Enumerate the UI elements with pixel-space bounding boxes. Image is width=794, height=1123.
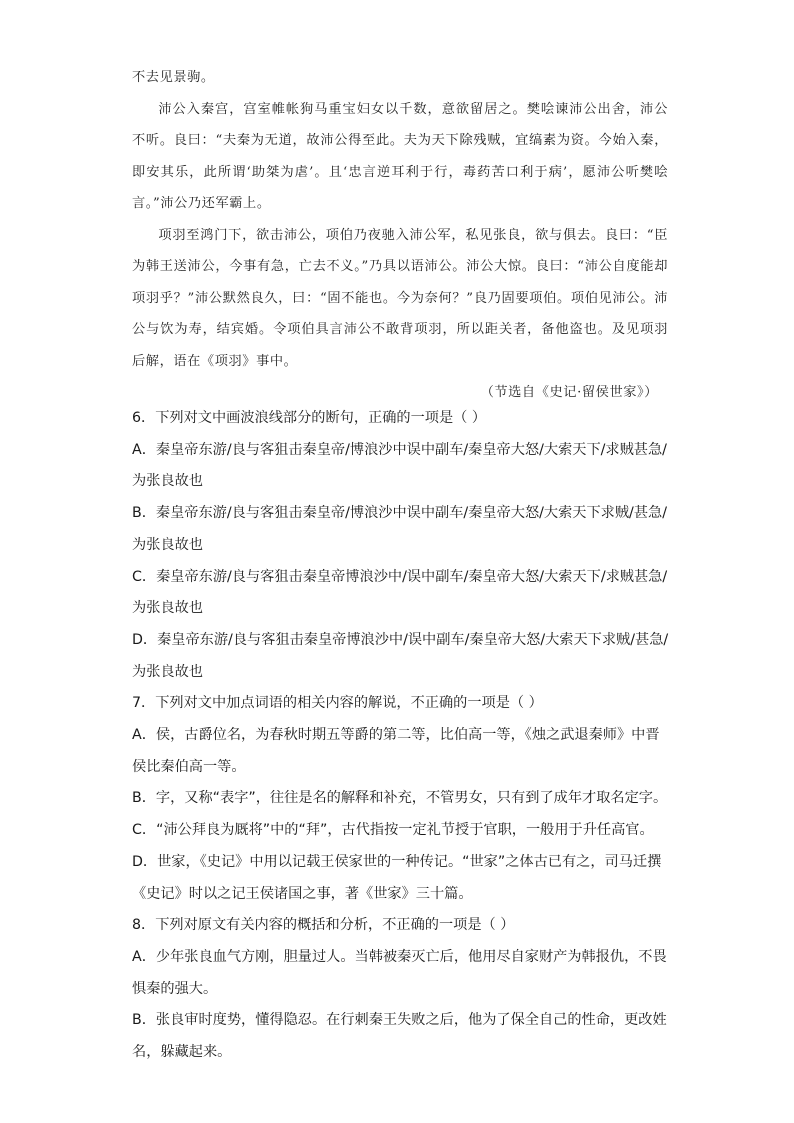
question-6-option-c-cont: 为张良故也	[132, 600, 203, 617]
question-8-option-a-cont: 惧秦的强大。	[132, 980, 218, 997]
question-6-option-b-cont: 为张良故也	[132, 536, 203, 553]
question-6-option-c: C．秦皇帝东游/良与客狙击秦皇帝博浪沙中/误中副车/秦皇帝大怒/大索天下/求贼甚急/	[132, 568, 668, 585]
question-6-option-d-cont: 为张良故也	[132, 663, 203, 680]
question-8-stem: 8．下列对原文有关内容的概括和分析，不正确的一项是（ ）	[132, 917, 515, 934]
passage-lead-line: 不去见景驹。	[132, 70, 215, 85]
question-7	[132, 688, 668, 910]
question-7-option-c: C．“沛公拜良为厩将”中的“拜”，古代指按一定礼节授于官职，一般用于升任高官。	[132, 822, 654, 839]
question-6-stem: 6．下列对文中画波浪线部分的断句，正确的一项是（ ）	[132, 410, 487, 426]
question-8-option-b-cont: 名，躲藏起来。	[132, 1044, 232, 1061]
question-8	[132, 910, 668, 1069]
question-7-option-a-cont: 侯比秦伯高一等。	[132, 758, 246, 775]
classical-passage	[132, 62, 668, 409]
question-6-option-a: A．秦皇帝东游/良与客狙击秦皇帝/博浪沙中误中副车/秦皇帝大怒/大索天下/求贼甚急/	[132, 441, 667, 458]
question-7-stem: 7．下列对文中加点词语的相关内容的解说，不正确的一项是（ ）	[132, 695, 543, 712]
question-8-option-a: A．少年张良血气方刚，胆量过人。当韩被秦灭亡后，他用尽自家财产为韩报仇，不畏	[132, 948, 667, 965]
question-7-option-d-cont: 《史记》时以之记王侯诸国之事，著《世家》三十篇。	[132, 885, 473, 902]
passage-source-citation: （节选自《史记·留侯世家》）	[480, 385, 658, 400]
passage-paragraph-2: 项羽至鸿门下，欲击沛公，项伯乃夜驰入沛公军，私见张良，欲与俱去。良曰：“臣为韩王送沛公，今事有急，亡去不义。”乃具以语沛公。沛公大惊。良曰：“沛公自度能却项羽乎？”沛公默然良久，曰：“固不能也。今为奈何？”良乃固要项伯。项伯见沛公。沛公与饮为寿，结宾婚。令项伯具言沛公不敢背项羽，所以距关者，备他盗也。及见项羽后解，语在《项羽》事中。	[132, 227, 668, 369]
question-7-option-d: D．世家，《史记》中用以记载王侯家世的一种传记。“世家”之体古已有之，司马迁撰	[132, 853, 662, 870]
question-6-option-b: B．秦皇帝东游/良与客狙击秦皇帝/博浪沙中误中副车/秦皇帝大怒/大索天下求贼/甚急/	[132, 505, 667, 522]
question-6-option-d: D．秦皇帝东游/良与客狙击秦皇帝博浪沙中/误中副车/秦皇帝大怒/大索天下求贼/甚急/	[132, 631, 669, 648]
question-7-option-a: A．侯，古爵位名，为春秋时期五等爵的第二等，比伯高一等，《烛之武退秦师》中晋	[132, 727, 660, 744]
question-6-option-a-cont: 为张良故也	[132, 473, 203, 490]
passage-paragraph-1: 沛公入秦宫，宫室帷帐狗马重宝妇女以千数，意欲留居之。樊哙谏沛公出舍，沛公不听。良曰：“夫秦为无道，故沛公得至此。夫为天下除残贼，宜缟素为资。今始入秦，即安其乐，此所谓‘助桀为虐’。且‘忠言逆耳利于行，毒药苦口利于病’，愿沛公听樊哙言。”沛公乃还军霸上。	[132, 101, 668, 211]
question-6	[132, 403, 668, 688]
question-7-option-b: B．字，又称“表字”，往往是名的解释和补充，不管男女，只有到了成年才取名定字。	[132, 790, 668, 807]
question-8-option-b: B．张良审时度势，懂得隐忍。在行刺秦王失败之后，他为了保全自己的性命，更改姓	[132, 1012, 667, 1029]
question-list	[132, 403, 668, 1069]
